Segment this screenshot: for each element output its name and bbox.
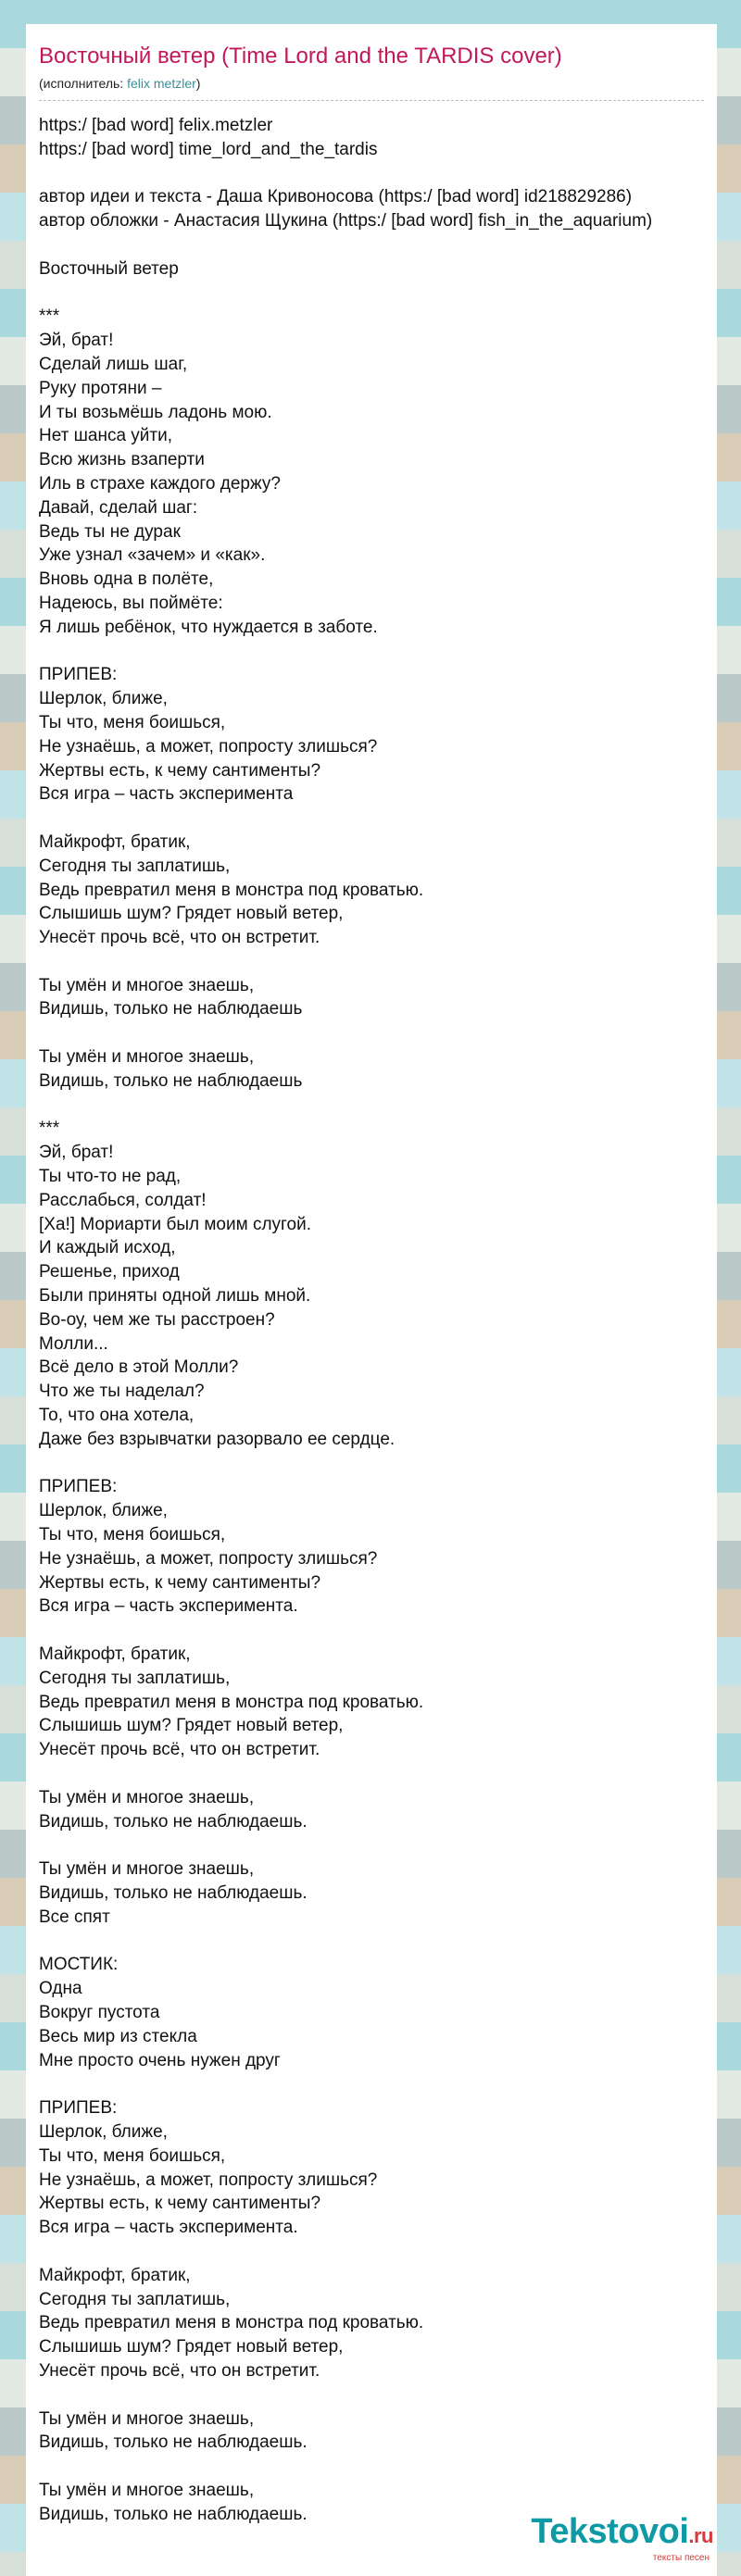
lyrics-line: Майкрофт, братик, — [39, 832, 191, 852]
lyrics-line: Унесёт прочь всё, что он встретит. — [39, 2360, 320, 2381]
lyrics-line: Видишь, только не наблюдаешь. — [39, 1882, 308, 1903]
lyrics-blank-line — [39, 281, 704, 306]
lyrics-line: Не узнаёшь, а может, попросту злишься? — [39, 736, 378, 757]
lyrics-line: Расслабься, солдат! — [39, 1190, 207, 1210]
lyrics-line: Молли... — [39, 1333, 108, 1354]
lyrics-line: [Ха!] Мориарти был моим слугой. — [39, 1214, 311, 1234]
lyrics-line: Видишь, только не наблюдаешь — [39, 1070, 303, 1091]
lyrics-line: Сегодня ты заплатишь, — [39, 856, 231, 876]
lyrics-line: Унесёт прочь всё, что он встретит. — [39, 1740, 320, 1760]
lyrics-line: Ведь превратил меня в монстра под кроватью. — [39, 880, 424, 900]
lyrics-line: Нет шанса уйти, — [39, 426, 172, 446]
lyrics-line: Во-оу, чем же ты расстроен? — [39, 1309, 275, 1330]
lyrics-line: Шерлок, ближе, — [39, 2121, 168, 2142]
lyrics-line: И ты возьмёшь ладонь мою. — [39, 402, 272, 422]
lyrics-line: Вся игра – часть эксперимента — [39, 784, 294, 805]
lyrics-line: Всё дело в этой Молли? — [39, 1357, 239, 1378]
lyrics-blank-line — [39, 807, 704, 831]
lyrics-text — [39, 114, 704, 2526]
lyrics-line: Ты умён и многое знаешь, — [39, 2480, 255, 2500]
lyrics-blank-line — [39, 1619, 704, 1643]
lyrics-line: Решенье, приход — [39, 1262, 180, 1282]
lyrics-line: Ты умён и многое знаешь, — [39, 1047, 255, 1068]
lyrics-line: Слышишь шум? Грядет новый ветер, — [39, 904, 344, 924]
lyrics-line: *** — [39, 306, 60, 327]
lyrics-line: Ведь ты не дурак — [39, 521, 181, 542]
logo-wordmark — [531, 2513, 713, 2555]
title-divider — [39, 100, 704, 101]
lyrics-line: ПРИПЕВ: — [39, 665, 118, 685]
lyrics-line: Видишь, только не наблюдаешь. — [39, 2432, 308, 2453]
lyrics-line: Сегодня ты заплатишь, — [39, 1668, 231, 1688]
lyrics-blank-line — [39, 640, 704, 664]
lyrics-line: То, что она хотела, — [39, 1406, 195, 1426]
lyrics-line: Ты что, меня боишься, — [39, 712, 226, 732]
site-logo[interactable] — [531, 2513, 713, 2563]
lyrics-line: Жертвы есть, к чему сантименты? — [39, 760, 321, 781]
logo-name: Tekstovoi — [531, 2512, 689, 2551]
lyrics-line: *** — [39, 1119, 60, 1139]
lyrics-line: Эй, брат! — [39, 1143, 114, 1163]
lyrics-line: Даже без взрывчатки разорвало ее сердце. — [39, 1429, 396, 1449]
lyrics-line: Шерлок, ближе, — [39, 1501, 168, 1521]
lyrics-line: И каждый исход, — [39, 1238, 176, 1258]
lyrics-line: Иль в страхе каждого держу? — [39, 473, 281, 494]
lyrics-line: Надеюсь, вы поймёте: — [39, 593, 223, 613]
lyrics-line: Всю жизнь взаперти — [39, 450, 205, 470]
lyrics-line: Видишь, только не наблюдаешь. — [39, 2504, 308, 2524]
lyrics-line: Видишь, только не наблюдаешь — [39, 999, 303, 1019]
logo-tagline: тексты песен — [652, 2553, 710, 2563]
performer-suffix: ) — [195, 76, 201, 91]
lyrics-card — [26, 24, 717, 2576]
lyrics-line: Не узнаёшь, а может, попросту злишься? — [39, 1548, 378, 1569]
performer-line — [39, 74, 704, 93]
lyrics-line: Ты умён и многое знаешь, — [39, 1787, 255, 1807]
lyrics-line: Вновь одна в полёте, — [39, 569, 214, 590]
lyrics-line: Ведь превратил меня в монстра под кроватью. — [39, 2313, 424, 2333]
lyrics-line: Сделай лишь шаг, — [39, 354, 188, 374]
lyrics-blank-line — [39, 1094, 704, 1118]
lyrics-line: Майкрофт, братик, — [39, 2265, 191, 2285]
lyrics-line: Слышишь шум? Грядет новый ветер, — [39, 2337, 344, 2357]
performer-prefix: (исполнитель: — [39, 76, 128, 91]
lyrics-line: Ты умён и многое знаешь, — [39, 975, 255, 995]
page-title: Восточный ветер (Time Lord and the TARDIS cover) — [39, 44, 562, 69]
lyrics-line: Ты умён и многое знаешь, — [39, 2408, 255, 2429]
lyrics-blank-line — [39, 2383, 704, 2407]
lyrics-line: Ты умён и многое знаешь, — [39, 1859, 255, 1880]
lyrics-blank-line — [39, 2072, 704, 2096]
lyrics-line: Уже узнал «зачем» и «как». — [39, 545, 266, 566]
lyrics-line: Эй, брат! — [39, 331, 114, 351]
lyrics-line: Вся игра – часть эксперимента. — [39, 2218, 298, 2238]
lyrics-blank-line — [39, 1452, 704, 1476]
lyrics-blank-line — [39, 1930, 704, 1954]
lyrics-line: Ты что-то не рад, — [39, 1167, 182, 1187]
artist-link[interactable]: felix metzler — [127, 76, 196, 91]
lyrics-blank-line — [39, 233, 704, 257]
lyrics-line: Видишь, только не наблюдаешь. — [39, 1811, 308, 1832]
lyrics-line: Жертвы есть, к чему сантименты? — [39, 2194, 321, 2214]
lyrics-line: https:/ [bad word] time_lord_and_the_tardis — [39, 139, 378, 159]
lyrics-blank-line — [39, 2455, 704, 2479]
lyrics-line: Ведь превратил меня в монстра под кроватью. — [39, 1692, 424, 1712]
lyrics-line: Мне просто очень нужен друг — [39, 2050, 281, 2070]
lyrics-line: Не узнаёшь, а может, попросту злишься? — [39, 2170, 378, 2190]
lyrics-line: Одна — [39, 1979, 82, 1999]
lyrics-line: Что же ты наделал? — [39, 1382, 205, 1402]
lyrics-blank-line — [39, 1833, 704, 1857]
lyrics-line: Вся игра – часть эксперимента. — [39, 1596, 298, 1617]
lyrics-line: автор обложки - Анастасия Щукина (https:/ [bad word] fish_in_the_aquarium) — [39, 211, 653, 231]
lyrics-line: ПРИПЕВ: — [39, 2098, 118, 2119]
lyrics-line: Жертвы есть, к чему сантименты? — [39, 1572, 321, 1593]
lyrics-line: https:/ [bad word] felix.metzler — [39, 116, 273, 135]
lyrics-blank-line — [39, 1021, 704, 1045]
lyrics-line: Шерлок, ближе, — [39, 689, 168, 709]
lyrics-line: Были приняты одной лишь мной. — [39, 1286, 311, 1307]
lyrics-line: ПРИПЕВ: — [39, 1477, 118, 1497]
lyrics-blank-line — [39, 162, 704, 186]
lyrics-line: Ты что, меня боишься, — [39, 1525, 226, 1545]
lyrics-line: Я лишь ребёнок, что нуждается в заботе. — [39, 617, 378, 637]
lyrics-blank-line — [39, 1762, 704, 1786]
lyrics-line: автор идеи и текста - Даша Кривоносова (https:/ [bad word] id218829286) — [39, 187, 633, 207]
lyrics-line: Ты что, меня боишься, — [39, 2145, 226, 2166]
lyrics-line: Весь мир из стекла — [39, 2026, 197, 2046]
lyrics-line: Руку протяни – — [39, 378, 162, 398]
lyrics-line: МОСТИК: — [39, 1955, 119, 1975]
lyrics-line: Все спят — [39, 1907, 110, 1927]
lyrics-blank-line — [39, 2240, 704, 2264]
lyrics-line: Давай, сделай шаг: — [39, 497, 198, 518]
lyrics-line: Вокруг пустота — [39, 2002, 160, 2022]
lyrics-blank-line — [39, 950, 704, 974]
lyrics-line: Восточный ветер — [39, 258, 179, 279]
lyrics-line: Сегодня ты заплатишь, — [39, 2289, 231, 2309]
lyrics-line: Слышишь шум? Грядет новый ветер, — [39, 1716, 344, 1736]
lyrics-line: Майкрофт, братик, — [39, 1644, 191, 1664]
lyrics-line: Унесёт прочь всё, что он встретит. — [39, 928, 320, 948]
logo-tld: .ru — [688, 2524, 713, 2547]
